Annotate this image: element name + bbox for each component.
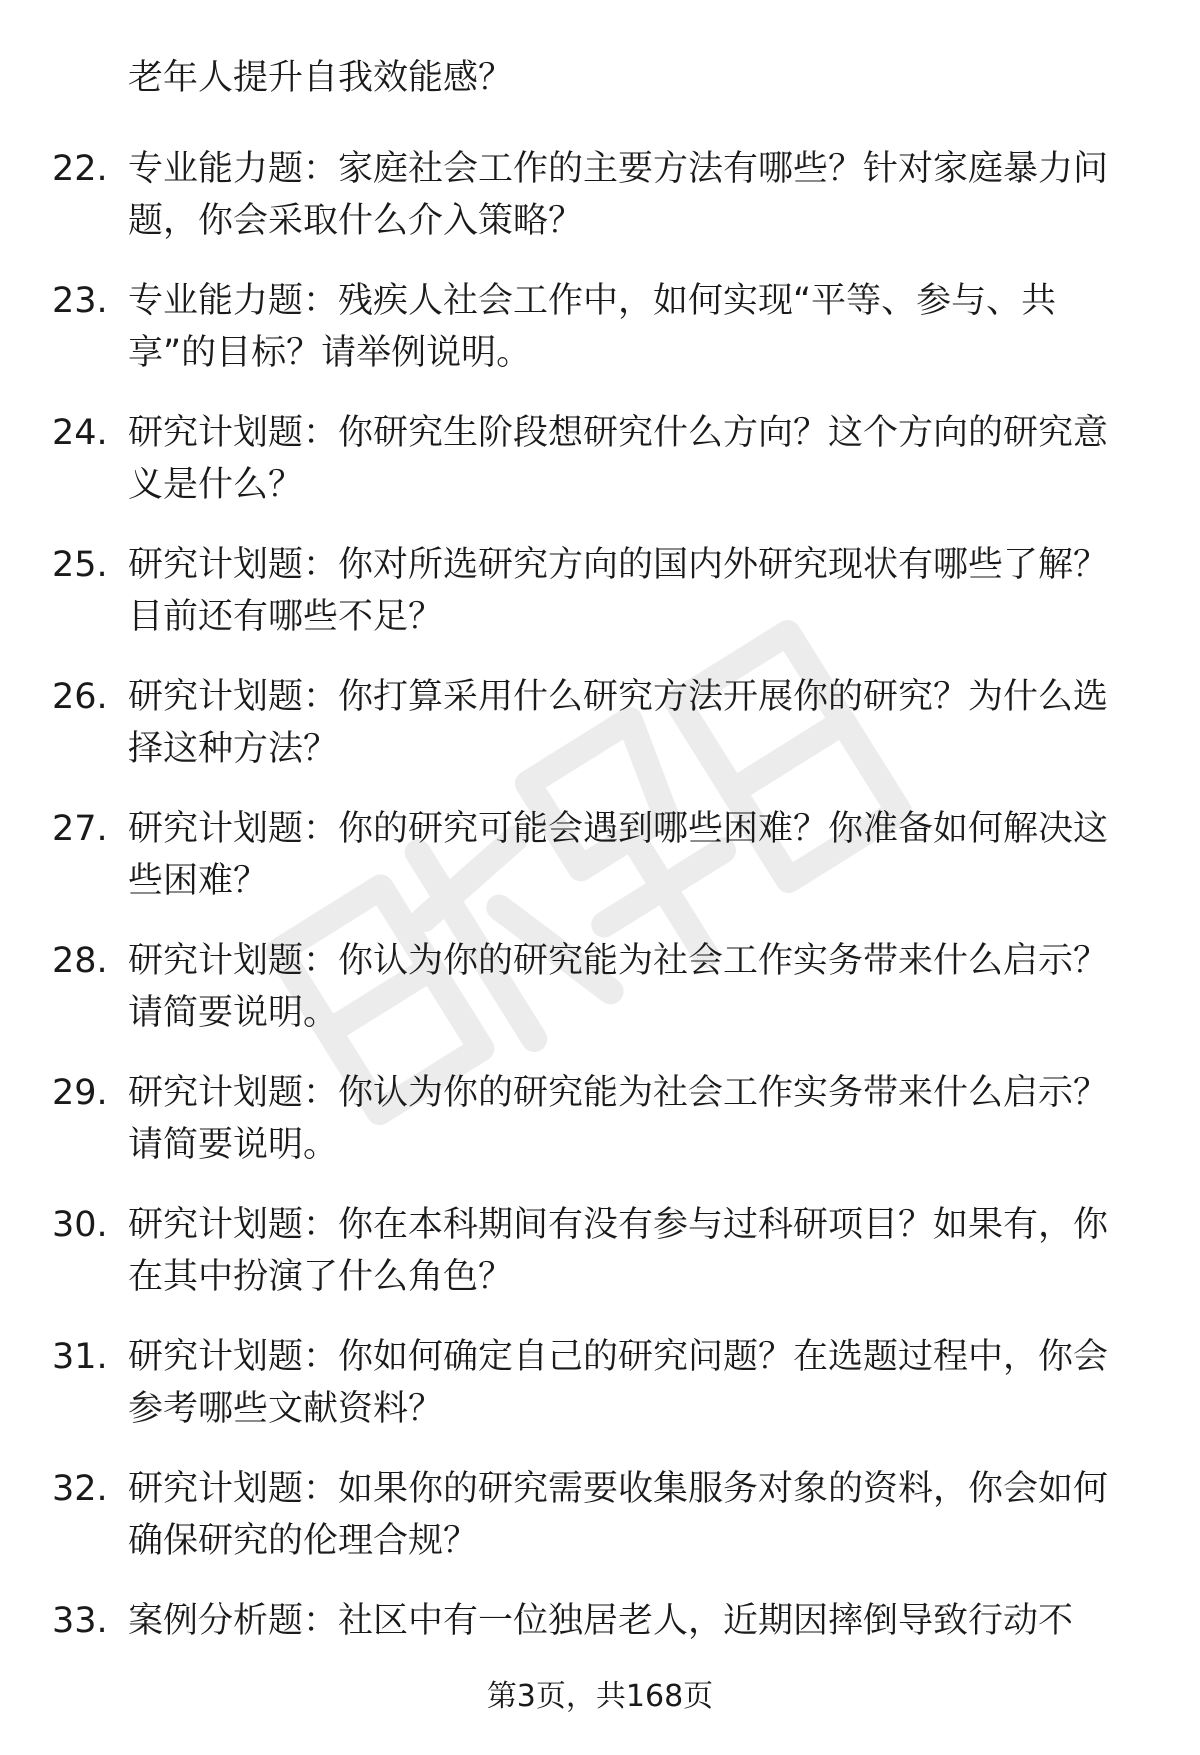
question-line: 专业能力题：残疾人社会工作中，如何实现“平等、参与、共 <box>128 281 1057 321</box>
question-number: 26. <box>52 677 108 717</box>
question-number: 32. <box>52 1469 108 1509</box>
list-item <box>0 539 1200 671</box>
list-item <box>0 275 1200 407</box>
question-number: 25. <box>52 545 108 585</box>
question-text <box>128 803 1148 907</box>
question-line: 些困难？ <box>128 861 269 901</box>
page-number-footer: 第3页，共168页 <box>486 1679 714 1714</box>
question-line: 享”的目标？请举例说明。 <box>128 333 532 373</box>
question-number: 22. <box>52 149 108 189</box>
question-line: 确保研究的伦理合规？ <box>128 1521 479 1561</box>
question-line: 研究计划题：你认为你的研究能为社会工作实务带来什么启示？ <box>128 941 1109 981</box>
question-number: 23. <box>52 281 108 321</box>
list-item <box>0 407 1200 539</box>
question-text <box>128 1331 1148 1435</box>
question-line: 研究计划题：你的研究可能会遇到哪些困难？你准备如何解决这 <box>128 809 1109 849</box>
question-line: 专业能力题：家庭社会工作的主要方法有哪些？针对家庭暴力问 <box>128 149 1109 189</box>
continuation-line: 老年人提升自我效能感？ <box>128 58 514 98</box>
question-line: 研究计划题：你打算采用什么研究方法开展你的研究？为什么选 <box>128 677 1109 717</box>
question-line: 研究计划题：你在本科期间有没有参与过科研项目？如果有，你 <box>128 1205 1109 1245</box>
list-item <box>0 1331 1200 1463</box>
question-text <box>128 275 1148 379</box>
question-text <box>128 1199 1148 1303</box>
question-number: 29. <box>52 1073 108 1113</box>
question-line: 请简要说明。 <box>128 1125 339 1165</box>
list-item <box>0 1463 1200 1595</box>
question-text <box>128 1595 1148 1647</box>
question-line: 请简要说明。 <box>128 993 339 1033</box>
question-text <box>128 1067 1148 1171</box>
question-line: 题，你会采取什么介入策略？ <box>128 201 584 241</box>
question-text <box>128 143 1148 247</box>
question-line: 择这种方法？ <box>128 729 339 769</box>
question-line: 在其中扮演了什么角色？ <box>128 1257 514 1297</box>
question-number: 28. <box>52 941 108 981</box>
list-item <box>0 671 1200 803</box>
list-item <box>0 803 1200 935</box>
list-item <box>0 143 1200 275</box>
question-text <box>128 935 1148 1039</box>
question-line: 义是什么？ <box>128 465 304 505</box>
question-line: 研究计划题：你如何确定自己的研究问题？在选题过程中，你会 <box>128 1337 1109 1377</box>
question-line: 研究计划题：如果你的研究需要收集服务对象的资料，你会如何 <box>128 1469 1109 1509</box>
question-number: 30. <box>52 1205 108 1245</box>
question-text <box>128 671 1148 775</box>
question-line: 目前还有哪些不足？ <box>128 597 444 637</box>
question-line: 研究计划题：你研究生阶段想研究什么方向？这个方向的研究意 <box>128 413 1109 453</box>
question-text <box>128 407 1148 511</box>
question-text <box>128 1463 1148 1567</box>
list-item <box>0 935 1200 1067</box>
question-text <box>128 539 1148 643</box>
question-number: 27. <box>52 809 108 849</box>
question-line: 研究计划题：你认为你的研究能为社会工作实务带来什么启示？ <box>128 1073 1109 1113</box>
question-number: 24. <box>52 413 108 453</box>
list-item <box>0 1199 1200 1331</box>
question-list <box>0 143 1200 1727</box>
list-item <box>0 1067 1200 1199</box>
question-number: 33. <box>52 1601 108 1641</box>
question-line: 案例分析题：社区中有一位独居老人，近期因摔倒导致行动不 <box>128 1601 1074 1641</box>
question-line: 研究计划题：你对所选研究方向的国内外研究现状有哪些了解？ <box>128 545 1109 585</box>
question-line: 参考哪些文献资料？ <box>128 1389 444 1429</box>
question-number: 31. <box>52 1337 108 1377</box>
